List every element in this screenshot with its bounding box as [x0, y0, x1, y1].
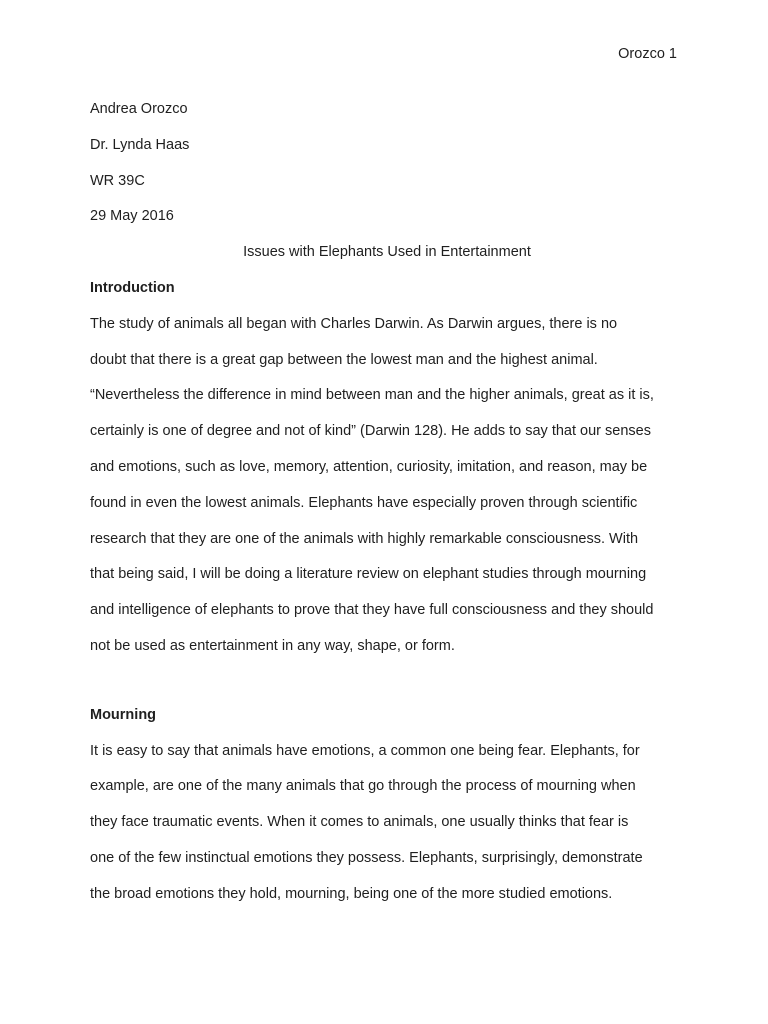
body-line: “Nevertheless the difference in mind between man and the higher animals, great as it is,: [90, 387, 654, 404]
body-line: the broad emotions they hold, mourning, being one of the more studied emotions.: [90, 885, 613, 902]
paper-date: 29 May 2016: [90, 208, 174, 225]
body-line: they face traumatic events. When it comes to animals, one usually thinks that fear is: [90, 814, 629, 831]
body-line: It is easy to say that animals have emotions, a common one being fear. Elephants, for: [90, 742, 640, 759]
author-name: Andrea Orozco: [90, 101, 188, 117]
section-spacer: [90, 665, 684, 698]
body-line: and intelligence of elephants to prove that they have full consciousness and they should: [90, 602, 654, 619]
section-heading-mourning: Mourning: [90, 706, 157, 723]
document-body: [90, 92, 684, 913]
body-line: certainly is one of degree and not of kind” (Darwin 128). He adds to say that our senses: [90, 423, 651, 440]
body-line: example, are one of the many animals that go through the process of mourning when: [90, 778, 636, 795]
body-line: found in even the lowest animals. Elephants have especially proven through scientific: [90, 494, 638, 511]
section-heading-introduction: Introduction: [90, 279, 175, 296]
body-line: one of the few instinctual emotions they possess. Elephants, surprisingly, demonstrate: [90, 849, 643, 866]
body-line: that being said, I will be doing a literature review on elephant studies through mourning: [90, 566, 647, 583]
paper-title: Issues with Elephants Used in Entertainment: [243, 244, 531, 261]
body-line: The study of animals all began with Charles Darwin. As Darwin argues, there is no: [90, 315, 618, 332]
body-line: doubt that there is a great gap between the lowest man and the highest animal.: [90, 351, 598, 368]
body-line: research that they are one of the animals with highly remarkable consciousness. With: [90, 530, 639, 547]
body-line: not be used as entertainment in any way, shape, or form.: [90, 637, 455, 654]
instructor-name: Dr. Lynda Haas: [90, 136, 190, 153]
body-line: and emotions, such as love, memory, attention, curiosity, imitation, and reason, may be: [90, 458, 648, 475]
course-name: WR 39C: [90, 172, 145, 189]
running-header: Orozco 1: [618, 46, 677, 62]
